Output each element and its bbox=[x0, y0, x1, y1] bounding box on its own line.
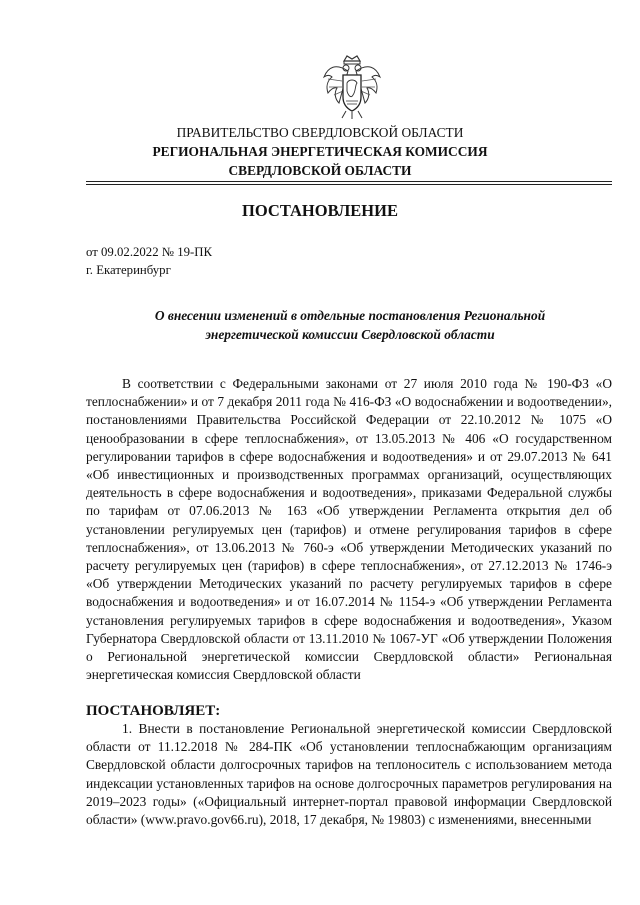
subject-line-1: О внесении изменений в отдельные постановления Региональной bbox=[154, 308, 546, 323]
document-city: г. Екатеринбург bbox=[86, 263, 171, 277]
clause-1-text: 1. Внести в постановление Региональной энергетической комиссии Свердловской области от 11.12.2018 № 284-ПК «Об установлении теплоснабжающим организациям Свердловской области долгосрочных тарифов на теплоноситель с использованием метода индексации установленных тарифов на основе долгосрочных параметров регулирования на 2019–2023 годы» («Официальный интернет-портал правовой информации Свердловской области» (www.pravo.gov66.ru), 2018, 17 декабря, № 19803) с изменениями, внесенными bbox=[86, 721, 612, 828]
government-name: ПРАВИТЕЛЬСТВО СВЕРДЛОВСКОЙ ОБЛАСТИ bbox=[176, 125, 464, 140]
header-divider-top bbox=[86, 181, 612, 182]
resolve-heading: ПОСТАНОВЛЯЕТ: bbox=[86, 703, 221, 719]
coat-of-arms-icon bbox=[322, 55, 382, 121]
subject-line-2: энергетической комиссии Свердловской области bbox=[205, 327, 495, 342]
region-name: СВЕРДЛОВСКОЙ ОБЛАСТИ bbox=[228, 163, 412, 178]
document-title: ПОСТАНОВЛЕНИЕ bbox=[242, 201, 398, 220]
document-date-number: от 09.02.2022 № 19-ПК bbox=[86, 245, 213, 259]
header-divider-bottom bbox=[86, 184, 612, 185]
preamble-text: В соответствии с Федеральными законами от 27 июля 2010 года № 190-ФЗ «О теплоснабжении» и от 7 декабря 2011 года № 416-ФЗ «О водоснабжении и водоотведении», постановлениями Правительства Российской Федерации от 22.10.2012 № 1075 «О ценообразовании в сфере теплоснабжения», от 13.05.2013 № 406 «О государственном регулировании тарифов в сфере водоснабжения и водоотведения» и от 29.07.2013 № 641 «Об инвестиционных и производственных программах организаций, осуществляющих деятельность в сфере водоснабжения и водоотведения», приказами Федеральной службы по тарифам от 07.06.2013 № 163 «Об утверждении Регламента открытия дел об установлении регулируемых цен (тарифов) и отмене регулирования тарифов в сфере теплоснабжения», от 13.06.2013 № 760-э «Об утверждении Методических указаний по расчету регулируемых цен (тарифов) в сфере теплоснабжения», от 27.12.2013 № 1746-э «Об утверждении Методических указаний по расчету регулируемых тарифов в сфере водоснабжения и водоотведения» и от 16.07.2014 № 1154-э «Об утверждении Регламента установления регулируемых тарифов в сфере водоснабжения и водоотведения», Указом Губернатора Свердловской области от 13.11.2010 № 1067-УГ «Об утверждении Положения о Региональной энергетической комиссии Свердловской области» Региональная энергетическая комиссия Свердловской области bbox=[86, 376, 612, 683]
clause-block bbox=[86, 720, 612, 829]
commission-name: РЕГИОНАЛЬНАЯ ЭНЕРГЕТИЧЕСКАЯ КОМИССИЯ bbox=[152, 144, 488, 159]
preamble-block bbox=[86, 375, 612, 684]
